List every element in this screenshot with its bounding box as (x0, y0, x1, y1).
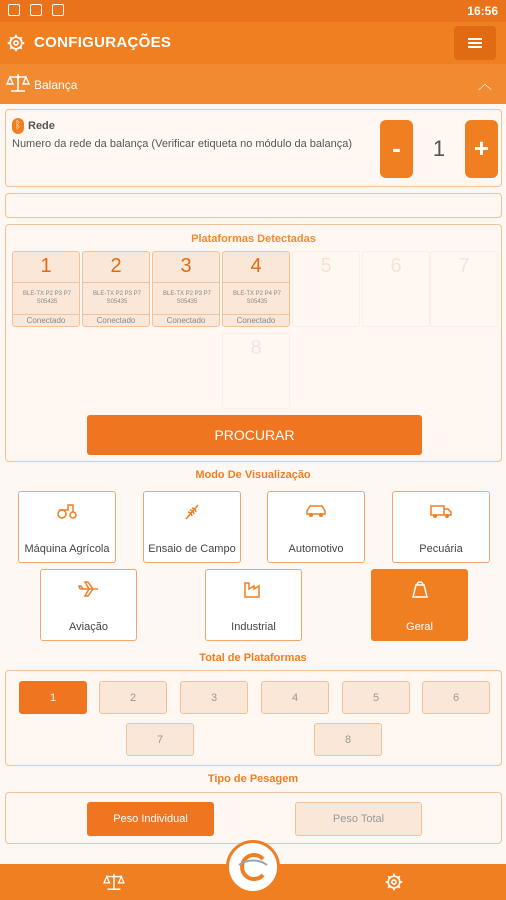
mode-label: Máquina Agrícola (24, 543, 110, 555)
app-notification-icon (52, 4, 64, 16)
platform-number: 6 (390, 255, 402, 277)
mode-label: Industrial (231, 621, 276, 633)
chevron-up-icon: ︿ (478, 76, 492, 92)
scale-icon (6, 72, 30, 94)
platform-card[interactable] (82, 251, 150, 327)
balanca-section-header[interactable] (0, 64, 506, 104)
total-card (5, 670, 502, 766)
platform-status: Conectado (153, 314, 219, 326)
mode-geral[interactable] (371, 569, 468, 641)
platform-number: 7 (458, 255, 470, 277)
platform-number: 5 (320, 255, 332, 277)
plataformas-title: Plataformas Detectadas (191, 233, 316, 245)
platform-number: 3 (180, 255, 192, 277)
rede-description: Numero da rede da balança (Verificar etiqueta no módulo da balança) (12, 138, 352, 150)
brand-logo (226, 840, 280, 894)
menu-button[interactable] (454, 26, 496, 60)
platform-number: 8 (250, 337, 262, 359)
mode-label: Geral (406, 621, 433, 633)
platform-id: BLE-TX P2 P4 P7 S05435 (232, 291, 282, 305)
weight-icon (409, 580, 431, 598)
platform-card[interactable] (152, 251, 220, 327)
mode-aviacao[interactable] (40, 569, 137, 641)
platform-status: Conectado (83, 314, 149, 326)
platform-id: BLE-TX P2 P3 P7 S05435 (92, 291, 142, 305)
search-button[interactable]: PROCURAR (87, 415, 422, 455)
mode-pecuaria[interactable] (392, 491, 490, 563)
bluetooth-icon: ᛒ (12, 118, 24, 134)
gear-icon[interactable] (383, 872, 405, 892)
decrement-button[interactable]: - (380, 120, 413, 178)
total-option[interactable]: 4 (261, 681, 329, 714)
total-option[interactable]: 1 (19, 681, 87, 714)
app-bar (0, 22, 506, 64)
status-icons (8, 4, 64, 16)
total-option[interactable]: 2 (99, 681, 167, 714)
platform-number: 4 (250, 255, 262, 277)
platform-card-empty (292, 251, 360, 327)
mode-ensaio-de-campo[interactable] (143, 491, 241, 563)
total-title: Total de Plataformas (199, 652, 307, 664)
platform-number: 2 (110, 255, 122, 277)
gear-icon[interactable] (6, 33, 26, 53)
peso-total-button[interactable]: Peso Total (295, 802, 422, 836)
mode-label: Pecuária (419, 543, 463, 555)
airplane-icon (78, 580, 100, 598)
total-option[interactable]: 3 (180, 681, 248, 714)
total-option[interactable]: 6 (422, 681, 490, 714)
mode-label: Aviação (69, 621, 108, 633)
platform-status: Conectado (223, 314, 289, 326)
status-bar (0, 0, 506, 22)
platform-status: Conectado (13, 314, 79, 326)
rede-value: 1 (432, 136, 446, 161)
logo-mark-icon (237, 851, 269, 883)
rede-card (5, 109, 502, 187)
factory-icon (243, 580, 265, 598)
status-time: 16:56 (467, 4, 498, 18)
page-title: CONFIGURAÇÕES (34, 34, 172, 51)
cattle-truck-icon (430, 502, 452, 520)
hamburger-icon (468, 38, 482, 48)
pesagem-card (5, 792, 502, 844)
increment-button[interactable]: + (465, 120, 498, 178)
scale-icon[interactable] (103, 872, 125, 892)
rede-label: Rede (28, 120, 55, 132)
platform-card[interactable] (12, 251, 80, 327)
wheat-icon (181, 502, 203, 520)
mode-automotivo[interactable] (267, 491, 365, 563)
platform-card[interactable] (222, 251, 290, 327)
plataformas-card (5, 224, 502, 462)
mode-industrial[interactable] (205, 569, 302, 641)
platform-number: 1 (40, 255, 52, 277)
modo-title: Modo De Visualização (195, 469, 311, 481)
total-option[interactable]: 7 (126, 723, 194, 756)
total-option[interactable]: 8 (314, 723, 382, 756)
platform-card-empty (222, 333, 290, 409)
platform-card-empty (430, 251, 498, 327)
mode-label: Automotivo (288, 543, 344, 555)
tractor-icon (56, 502, 78, 520)
blank-field[interactable] (5, 193, 502, 218)
settings-notification-icon (30, 4, 42, 16)
platform-card-empty (362, 251, 430, 327)
platform-id: BLE-TX P2 P3 P7 S05435 (22, 291, 72, 305)
mode-maquina-agricola[interactable] (18, 491, 116, 563)
mode-label: Ensaio de Campo (148, 543, 236, 555)
section-label: Balança (34, 78, 78, 92)
car-icon (305, 502, 327, 520)
total-option[interactable]: 5 (342, 681, 410, 714)
platform-id: BLE-TX P2 P3 P7 S05435 (162, 291, 212, 305)
image-notification-icon (8, 4, 20, 16)
pesagem-title: Tipo de Pesagem (207, 773, 299, 785)
peso-individual-button[interactable]: Peso Individual (87, 802, 214, 836)
